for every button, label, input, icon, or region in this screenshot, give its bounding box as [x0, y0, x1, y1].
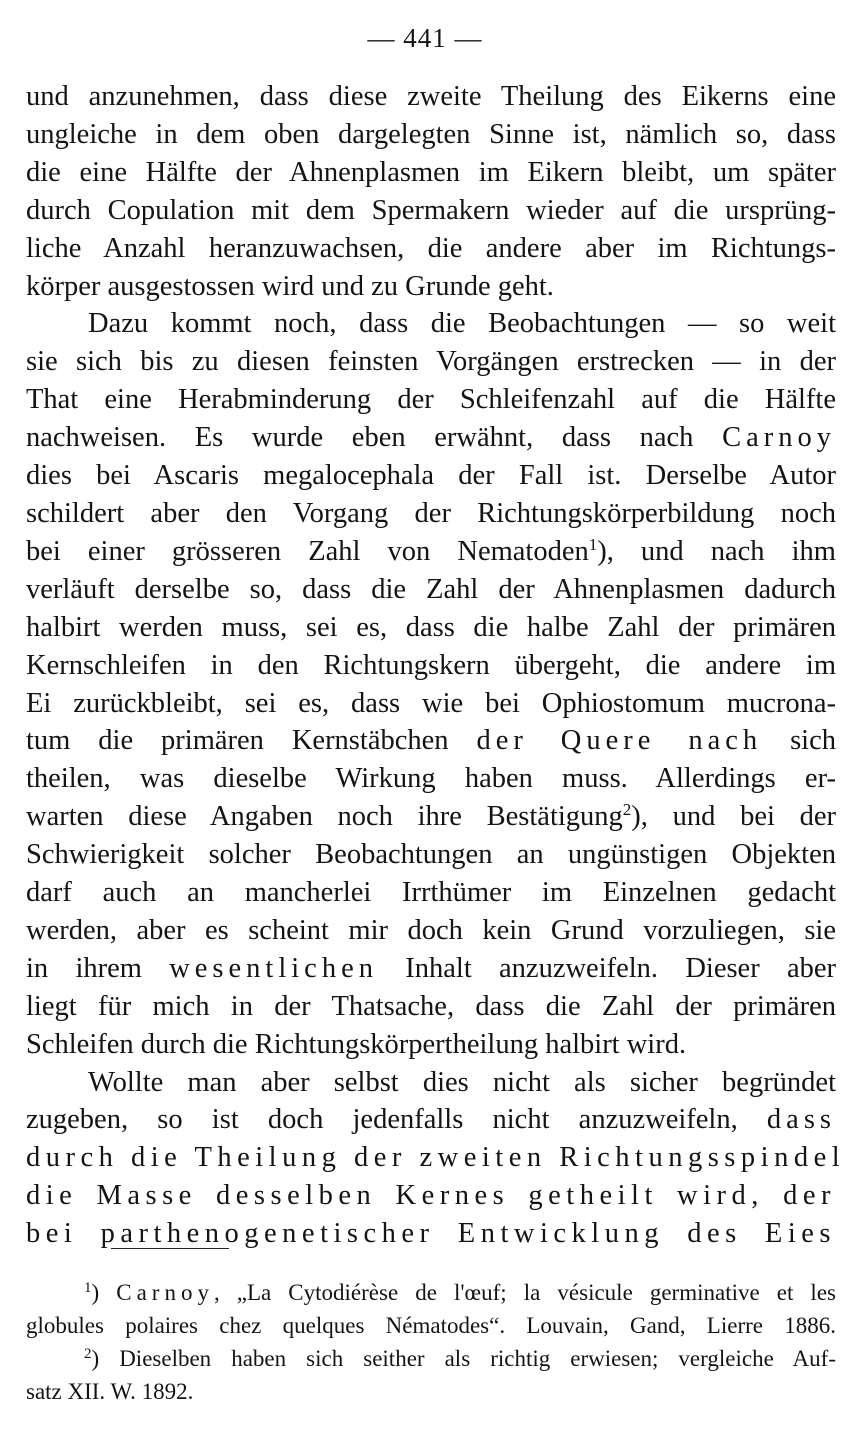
text-line: theilen, was dieselbe Wirkung haben muss. Allerdings er- [26, 763, 836, 795]
text-line: die eine Hälfte der Ahnenplasmen im Eikern bleibt, um später [26, 156, 836, 188]
text-line: Schleifen durch die Richtungskörpertheilung halbirt wird. [26, 1028, 687, 1060]
text-line: schildert aber den Vorgang der Richtungskörperbildung noch [26, 497, 836, 529]
text-line [26, 533, 836, 571]
text-segment: , „La Cytodiérèse de l'œuf; la vésicule germinative et les [213, 1280, 836, 1305]
text-segment: ), und nach ihm [597, 535, 836, 567]
footnote-ref: 2 [622, 800, 632, 820]
author-name: Carnoy [722, 422, 836, 454]
text-segment: sich [790, 725, 836, 757]
text-line: Kernschleifen in den Richtungskern übergeht, die andere im [26, 649, 836, 681]
text-line: und anzunehmen, dass diese zweite Theilung des Eikerns eine [26, 81, 836, 112]
text-line: liegt für mich in der Thatsache, dass die Zahl der primären [26, 990, 836, 1022]
text-line [26, 1101, 836, 1139]
text-line [26, 798, 836, 836]
page-number: — 441 — [367, 23, 483, 53]
text-line: halbirt werden muss, sei es, dass die halbe Zahl der primären [26, 611, 836, 643]
footnotes [26, 1276, 836, 1408]
text-line: Schwierigkeit solcher Beobachtungen an ungünstigen Objekten [26, 839, 836, 871]
text-line: verläuft derselbe so, dass die Zahl der Ahnenplasmen dadurch [26, 573, 836, 605]
text-segment: tum die primären Kernstäbchen [26, 725, 449, 757]
emphasis-spaced: dass [766, 1104, 837, 1136]
main-text [26, 78, 846, 1253]
text-line: dies bei Ascaris megalocephala der Fall ist. Derselbe Autor [26, 460, 836, 492]
emphasis-line: die Masse desselben Kernes getheilt wird, der [26, 1180, 836, 1212]
emphasis-line: durch die Theilung der zweiten Richtungsspindel [26, 1142, 846, 1174]
text-line: Ei zurückbleibt, sei es, dass wie bei Ophiostomum mucrona- [26, 687, 836, 719]
footnote-marker: 1 [84, 1280, 92, 1296]
text-line: liche Anzahl heranzuwachsen, die andere aber im Richtungs- [26, 232, 836, 264]
emphasis-spaced: wesentlichen [169, 952, 378, 984]
text-segment: bei einer grösseren Zahl von Nematoden [26, 535, 589, 567]
text-line: sie sich bis zu diesen feinsten Vorgängen erstrecken — in der [26, 346, 836, 378]
text-segment: zugeben, so ist doch jedenfalls nicht anzuzweifeln, [26, 1104, 738, 1136]
footnote-line: satz XII. W. 1892. [26, 1379, 194, 1404]
text-segment: ) [91, 1280, 117, 1305]
text-line: Wollte man aber selbst dies nicht als sicher begründet [88, 1066, 836, 1098]
footnote-line [26, 1342, 836, 1375]
footnote-line [26, 1276, 836, 1309]
text-segment: Inhalt anzuzweifeln. Dieser aber [405, 952, 837, 984]
author-name: Carnoy [116, 1280, 214, 1305]
emphasis-line: bei parthenogenetischer Entwicklung des Eies [26, 1218, 836, 1250]
footnote-ref: 1 [588, 534, 598, 554]
text-segment: nachweisen. Es wurde eben erwähnt, dass nach [26, 422, 694, 454]
emphasis-spaced: der Quere nach [476, 725, 763, 757]
text-line: darf auch an mancherlei Irrthümer im Einzelnen gedacht [26, 877, 836, 909]
footnote-separator [111, 1248, 229, 1249]
text-segment: in ihrem [26, 952, 142, 984]
footnote-marker: 2 [84, 1346, 92, 1362]
footnote-line: globules polaires chez quelques Nématodes“. Louvain, Gand, Lierre 1886. [26, 1313, 836, 1338]
text-line: Dazu kommt noch, dass die Beobachtungen — so weit [88, 308, 836, 340]
text-line [26, 419, 836, 457]
text-segment: ) Dieselben haben sich seither als richtig erwiesen; vergleiche Auf- [91, 1346, 836, 1371]
text-line: werden, aber es scheint mir doch kein Grund vorzuliegen, sie [26, 914, 836, 946]
text-line: durch Copulation mit dem Spermakern wieder auf die ursprüng- [26, 194, 836, 226]
text-segment: ), und bei der [631, 801, 836, 833]
text-line: That eine Herabminderung der Schleifenzahl auf die Hälfte [26, 384, 836, 416]
text-segment: warten diese Angaben noch ihre Bestätigung [26, 801, 623, 833]
text-line [26, 722, 836, 760]
text-line: körper ausgestossen wird und zu Grunde geht. [26, 270, 554, 302]
text-line: ungleiche in dem oben dargelegten Sinne ist, nämlich so, dass [26, 118, 836, 150]
text-line [26, 950, 836, 988]
